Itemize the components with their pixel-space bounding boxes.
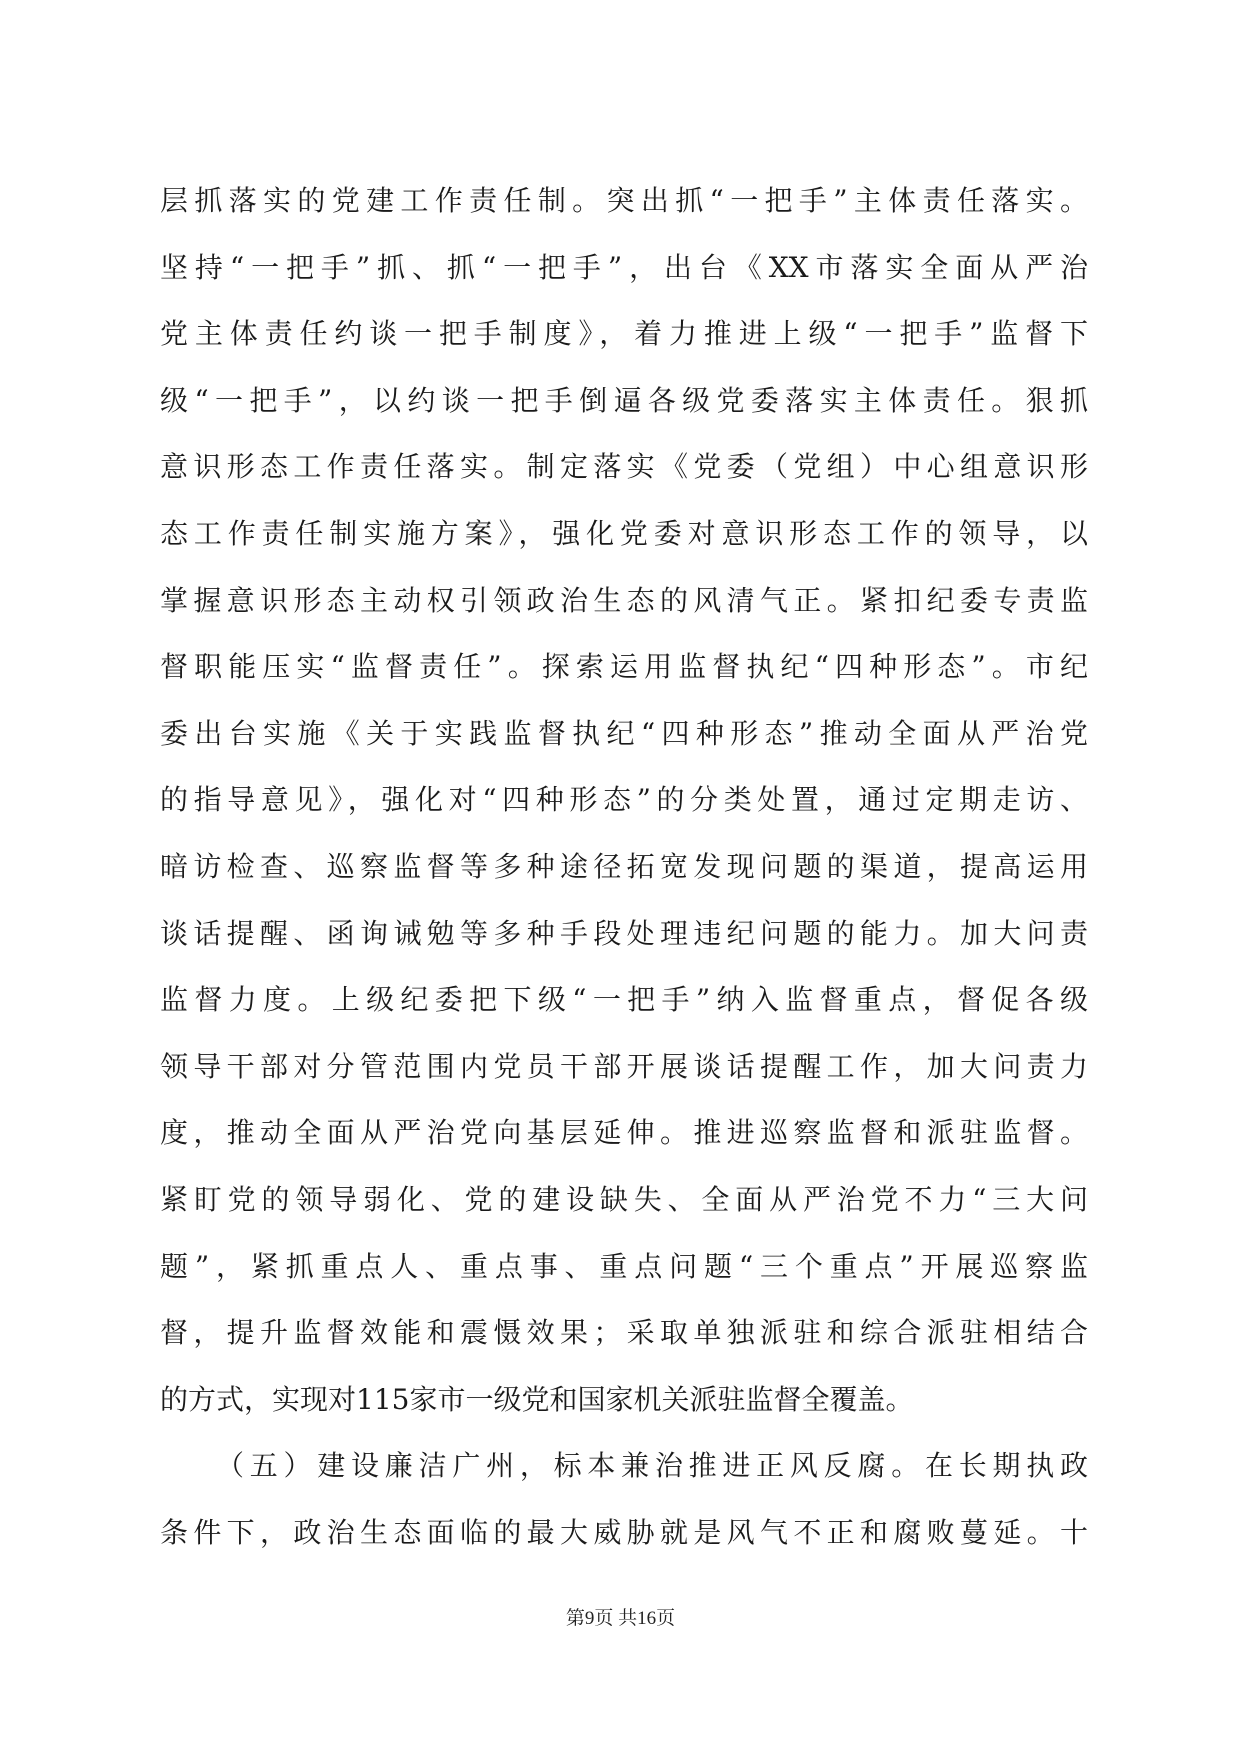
text-line: 级“一把手”，以约谈一把手倒逼各级党委落实主体责任。狠抓 — [160, 383, 1088, 417]
text-line: 层抓落实的党建工作责任制。突出抓“一把手”主体责任落实。 — [160, 184, 1088, 217]
text-line: 委出台实施《关于实践监督执纪“四种形态”推动全面从严治党 — [160, 716, 1088, 750]
text-line: 度，推动全面从严治党向基层延伸。推进巡察监督和派驻监督。 — [160, 1116, 1088, 1150]
text-line: 的指导意见》，强化对“四种形态”的分类处置，通过定期走访、 — [160, 783, 1088, 817]
section-heading-line: （五）建设廉洁广州，标本兼治推进正风反腐。在长期执政 — [216, 1449, 1088, 1483]
text-line: 题”，紧抓重点人、重点事、重点问题“三个重点”开展巡察监 — [160, 1249, 1088, 1283]
text-line: 暗访检查、巡察监督等多种途径拓宽发现问题的渠道，提高运用 — [160, 849, 1088, 883]
text-line: 谈话提醒、函询诫勉等多种手段处理违纪问题的能力。加大问责 — [160, 916, 1088, 950]
page-number-footer: 第9页 共16页 — [565, 1608, 676, 1629]
text-line: 紧盯党的领导弱化、党的建设缺失、全面从严治党不力“三大问 — [160, 1182, 1088, 1216]
text-line: 态工作责任制实施方案》，强化党委对意识形态工作的领导，以 — [160, 516, 1088, 550]
text-line: 坚持“一把手”抓、抓“一把手”，出台《XX市落实全面从严治 — [160, 250, 1088, 284]
text-line: 监督力度。上级纪委把下级“一把手”纳入监督重点，督促各级 — [160, 983, 1088, 1017]
text-line: 的方式，实现对115家市一级党和国家机关派驻监督全覆盖。 — [160, 1382, 914, 1416]
text-line: 督，提升监督效能和震慑效果；采取单独派驻和综合派驻相结合 — [160, 1316, 1088, 1350]
text-line: 督职能压实“监督责任”。探索运用监督执纪“四种形态”。市纪 — [160, 650, 1088, 684]
text-line: 意识形态工作责任落实。制定落实《党委（党组）中心组意识形 — [160, 450, 1088, 484]
text-line: 掌握意识形态主动权引领政治生态的风清气正。紧扣纪委专责监 — [160, 583, 1088, 617]
text-line: 领导干部对分管范围内党员干部开展谈话提醒工作，加大问责力 — [160, 1049, 1088, 1083]
body-text — [160, 168, 1088, 1566]
text-line: 党主体责任约谈一把手制度》，着力推进上级“一把手”监督下 — [160, 317, 1088, 351]
text-line: 条件下，政治生态面临的最大威胁就是风气不正和腐败蔓延。十 — [160, 1515, 1088, 1549]
